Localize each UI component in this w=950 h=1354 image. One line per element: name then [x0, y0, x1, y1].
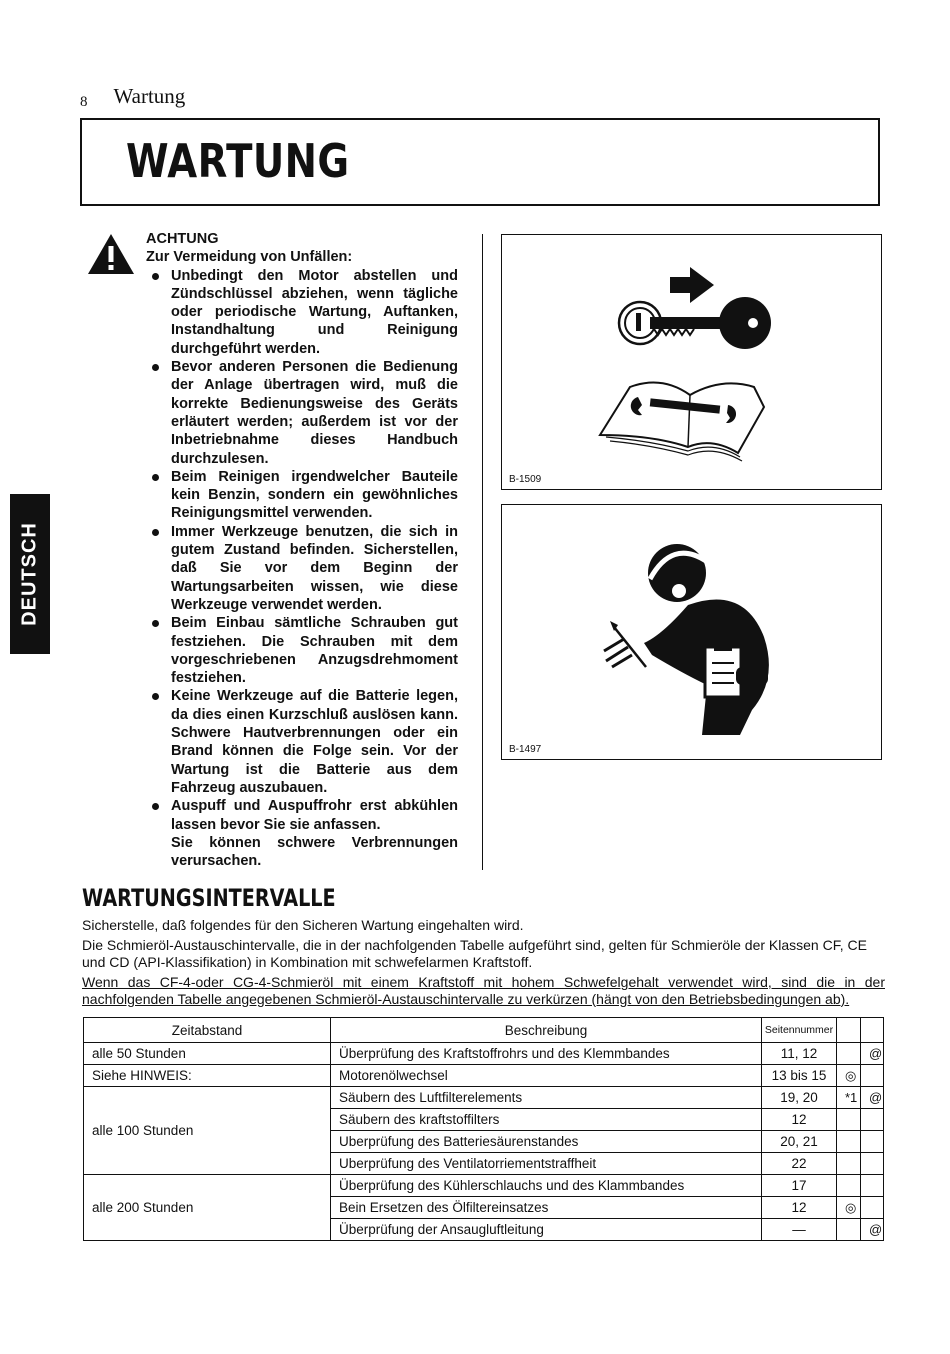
column-header — [837, 1018, 861, 1043]
warning-heading: ACHTUNG — [146, 231, 219, 247]
figure-key-and-manual — [501, 234, 882, 490]
mark-cell: ◎ — [837, 1197, 861, 1219]
page-cell: 19, 20 — [762, 1087, 837, 1109]
running-header — [80, 84, 185, 111]
warning-item: Immer Werkzeuge benutzen, die sich in gutem Zustand befinden. Sicherstellen, daß Sie vor dem Beginn der Wartungsarbeiten wissen, wie diese Werkzeuge verwendet werden. — [146, 523, 458, 614]
mark-cell — [837, 1131, 861, 1153]
warning-item: Unbedingt den Motor abstellen und Zündschlüssel abziehen, wenn tägliche oder periodische Wartung, Auftanken, Instandhaltung und Reinigung durchgeführt werden. — [146, 267, 458, 358]
section-title: WARTUNGSINTERVALLE — [82, 884, 336, 912]
mark-cell — [837, 1153, 861, 1175]
mark-cell — [861, 1197, 884, 1219]
description-cell: Bein Ersetzen des Ölfiltereinsatzes — [331, 1197, 762, 1219]
page-number: 8 — [80, 94, 88, 110]
mark-cell — [861, 1065, 884, 1087]
warning-item: Beim Reinigen irgendwelcher Bauteile kein Benzin, sondern ein gewöhnliches Reinigungsmittel verwenden. — [146, 468, 458, 523]
mark-cell: @ — [861, 1043, 884, 1065]
figure-technician — [501, 504, 882, 760]
side-tab-label: DEUTSCH — [18, 522, 41, 626]
column-header — [861, 1018, 884, 1043]
page-cell: 17 — [762, 1175, 837, 1197]
description-cell: Motorenölwechsel — [331, 1065, 762, 1087]
mark-cell — [837, 1175, 861, 1197]
column-header: Zeitabstand — [84, 1018, 331, 1043]
section-paragraph: Die Schmieröl-Austauschintervalle, die in der nachfolgenden Tabelle aufgeführt sind, gelten für Schmieröle der Klassen CF, CE und CD (API-Klassifikation) in Kombination mit schwefelarmen Kraftstoff. — [82, 937, 867, 970]
page-cell: 11, 12 — [762, 1043, 837, 1065]
mark-cell — [837, 1219, 861, 1241]
section-paragraph: Sicherstelle, daß folgendes für den Sicheren Wartung eingehalten wird. — [82, 917, 524, 933]
table-row — [84, 1065, 884, 1087]
mark-cell — [861, 1153, 884, 1175]
warning-item: Auspuff und Auspuffrohr erst abkühlen lassen bevor Sie sie anfassen. — [146, 797, 458, 834]
table-header-row — [84, 1018, 884, 1043]
warning-subheading: Zur Vermeidung von Unfällen: — [146, 249, 353, 266]
mark-cell — [861, 1109, 884, 1131]
description-cell: Säubern des Luftfilterelements — [331, 1087, 762, 1109]
mark-cell: *1 — [837, 1087, 861, 1109]
page-cell: 12 — [762, 1197, 837, 1219]
figure-label: B-1497 — [509, 744, 542, 755]
description-cell: Uberprüfung des Ventilatorriementstraffheit — [331, 1153, 762, 1175]
column-header: Beschreibung — [331, 1018, 762, 1043]
maintenance-interval-table — [83, 1017, 884, 1241]
column-divider — [482, 234, 483, 870]
description-cell: Überprüfung der Ansaugluftleitung — [331, 1219, 762, 1241]
page-cell: 12 — [762, 1109, 837, 1131]
column-header: Seitennummer — [762, 1018, 837, 1043]
technician-illustration — [502, 505, 880, 735]
table-row — [84, 1043, 884, 1065]
interval-cell: alle 200 Stunden — [84, 1175, 331, 1241]
mark-cell: ◎ — [837, 1065, 861, 1087]
interval-cell: Siehe HINWEIS: — [84, 1065, 331, 1087]
description-cell: Uberprüfung des Batteriesäurenstandes — [331, 1131, 762, 1153]
mark-cell: @ — [861, 1087, 884, 1109]
description-cell: Säubern des kraftstoffilters — [331, 1109, 762, 1131]
running-title: Wartung — [113, 84, 186, 108]
page-cell: 20, 21 — [762, 1131, 837, 1153]
mark-cell: @ — [861, 1219, 884, 1241]
mark-cell — [861, 1131, 884, 1153]
key-and-manual-illustration — [502, 235, 880, 465]
section-paragraph-underlined: Wenn das CF-4-oder CG-4-Schmieröl mit einem Kraftstoff mit hohem Schwefelgehalt verwendet wird, sind die in der nachfolgenden Tabelle angegebenen Schmieröl-Austauschintervalle zu verkürzen (hängt von den Betriebsbedingungen ab). — [82, 974, 885, 1007]
description-cell: Überprüfung des Kraftstoffrohrs und des Klemmbandes — [331, 1043, 762, 1065]
title-box — [80, 118, 880, 206]
safety-warning — [146, 230, 458, 870]
mark-cell — [837, 1043, 861, 1065]
warning-item: Beim Einbau sämtliche Schrauben gut festziehen. Die Schrauben mit dem vorgeschriebenen Anzugsdrehmoment festziehen. — [146, 614, 458, 687]
table-row — [84, 1175, 884, 1197]
page-cell: 22 — [762, 1153, 837, 1175]
warning-note: Sie können schwere Verbrennungen verursachen. — [171, 834, 458, 870]
mark-cell — [861, 1175, 884, 1197]
interval-cell: alle 50 Stunden — [84, 1043, 331, 1065]
mark-cell — [837, 1109, 861, 1131]
page-cell: — — [762, 1219, 837, 1241]
warning-item: Keine Werkzeuge auf die Batterie legen, da dies einen Kurzschluß auslösen kann. Schwere Hautverbrennungen oder ein Brand können die Folge sein. Vor der Wartung ist die Batterie aus dem Fahrzeug auszubauen. — [146, 687, 458, 797]
table-row — [84, 1087, 884, 1109]
warning-triangle-icon — [86, 232, 136, 276]
warning-list — [146, 267, 458, 834]
page-title: WARTUNG — [126, 134, 350, 188]
page-cell: 13 bis 15 — [762, 1065, 837, 1087]
interval-cell: alle 100 Stunden — [84, 1087, 331, 1175]
warning-item: Bevor anderen Personen die Bedienung der Anlage übertragen wird, muß die korrekte Bedienungsweise des Geräts erläutert werden; außerdem ist vor der Inbetriebnahme dieses Handbuch durchzulesen. — [146, 358, 458, 468]
description-cell: Überprüfung des Kühlerschlauchs und des Klammbandes — [331, 1175, 762, 1197]
figure-label: B-1509 — [509, 474, 542, 485]
language-side-tab — [10, 494, 50, 654]
